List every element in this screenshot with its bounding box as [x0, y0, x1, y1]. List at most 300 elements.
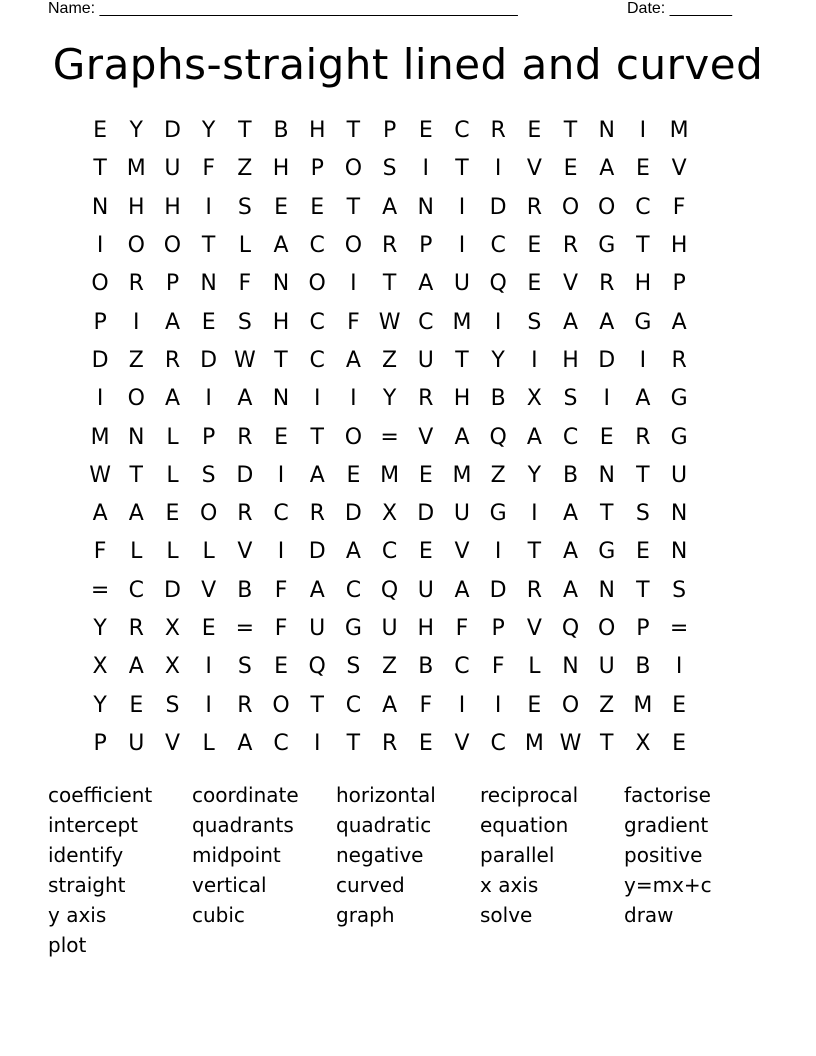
- grid-letter: A: [563, 501, 579, 527]
- grid-letter: H: [272, 309, 290, 335]
- word-bank-item: coordinate: [192, 783, 299, 807]
- grid-row: [82, 112, 734, 150]
- grid-row: [82, 189, 734, 227]
- grid-letter: D: [344, 501, 362, 527]
- grid-letter: P: [382, 118, 397, 144]
- grid-letter: Q: [380, 577, 399, 603]
- grid-letter: S: [165, 692, 180, 718]
- grid-letter: O: [344, 233, 363, 259]
- grid-letter: B: [273, 118, 289, 144]
- grid-letter: I: [675, 654, 683, 680]
- grid-letter: E: [129, 692, 144, 718]
- grid-letter: R: [237, 501, 253, 527]
- grid-letter: I: [313, 386, 321, 412]
- word-bank-item: quadratic: [336, 813, 432, 837]
- grid-letter: B: [418, 654, 434, 680]
- grid-letter: A: [418, 271, 434, 297]
- grid-letter: T: [201, 233, 216, 259]
- word-bank-item: gradient: [624, 813, 709, 837]
- grid-letter: N: [200, 271, 217, 297]
- grid-letter: S: [237, 194, 252, 220]
- grid-letter: Z: [382, 654, 398, 680]
- grid-letter: D: [489, 194, 507, 220]
- grid-letter: F: [455, 616, 469, 641]
- grid-letter: S: [527, 309, 542, 335]
- grid-letter: E: [165, 501, 180, 527]
- grid-letter: F: [93, 539, 107, 565]
- word-bank-item: factorise: [624, 783, 711, 807]
- grid-letter: T: [636, 462, 650, 488]
- grid-letter: O: [598, 616, 616, 641]
- grid-letter: T: [563, 118, 578, 144]
- page-title: Graphs-straight lined and curved: [52, 40, 764, 89]
- grid-letter: X: [164, 616, 180, 641]
- grid-letter: N: [417, 194, 435, 220]
- grid-letter: E: [635, 539, 650, 565]
- grid-letter: T: [636, 577, 650, 603]
- grid-letter: U: [671, 462, 688, 488]
- grid-letter: M: [669, 118, 689, 144]
- grid-letter: R: [671, 347, 687, 373]
- grid-letter: T: [382, 271, 397, 297]
- word-bank-item: coefficient: [48, 783, 153, 807]
- grid-letter: P: [419, 233, 433, 259]
- grid-letter: C: [454, 654, 470, 680]
- grid-letter: =: [235, 616, 255, 641]
- grid-letter: E: [418, 730, 433, 756]
- word-bank-item: horizontal: [336, 783, 436, 807]
- grid-letter: V: [526, 616, 542, 641]
- grid-letter: I: [639, 118, 647, 144]
- grid-letter: E: [418, 462, 433, 488]
- grid-letter: R: [562, 233, 579, 259]
- grid-letter: V: [418, 424, 434, 450]
- grid-letter: R: [128, 271, 144, 297]
- grid-row: [82, 265, 734, 303]
- grid-letter: Z: [490, 462, 506, 488]
- grid-letter: L: [166, 424, 179, 450]
- grid-letter: O: [598, 194, 616, 220]
- word-bank-item: equation: [480, 813, 569, 837]
- grid-letter: G: [598, 233, 616, 259]
- word-bank-item: draw: [624, 903, 674, 927]
- grid-letter: C: [454, 118, 470, 144]
- grid-letter: P: [202, 424, 216, 450]
- grid-letter: C: [273, 501, 289, 527]
- grid-letter: D: [489, 577, 507, 603]
- grid-row: [82, 572, 734, 610]
- name-line: Name: _______________________________________________: [48, 0, 518, 17]
- grid-letter: S: [346, 654, 361, 680]
- grid-letter: E: [635, 156, 650, 182]
- grid-letter: I: [205, 654, 212, 680]
- grid-letter: I: [531, 501, 538, 527]
- grid-letter: N: [128, 424, 145, 450]
- grid-row: [82, 342, 734, 380]
- grid-letter: N: [670, 501, 688, 527]
- grid-letter: =: [669, 616, 689, 641]
- grid-letter: V: [164, 730, 180, 756]
- grid-letter: H: [272, 156, 290, 182]
- grid-letter: E: [274, 654, 288, 680]
- grid-row: [82, 686, 734, 724]
- grid-letter: M: [126, 156, 146, 182]
- grid-letter: A: [635, 386, 651, 412]
- grid-letter: O: [272, 692, 290, 718]
- grid-letter: Y: [527, 462, 542, 488]
- grid-letter: E: [527, 271, 542, 297]
- grid-letter: C: [273, 730, 289, 756]
- grid-letter: E: [563, 156, 578, 182]
- grid-letter: I: [205, 194, 212, 220]
- grid-letter: E: [672, 692, 687, 718]
- grid-letter: T: [310, 692, 324, 718]
- grid-letter: M: [633, 692, 653, 718]
- grid-letter: A: [345, 347, 361, 373]
- grid-letter: A: [382, 194, 398, 220]
- grid-letter: R: [164, 347, 181, 373]
- grid-letter: A: [382, 692, 398, 718]
- word-bank-item: identify: [48, 843, 124, 867]
- grid-letter: E: [418, 539, 433, 565]
- grid-letter: C: [309, 233, 325, 259]
- grid-letter: H: [417, 616, 435, 641]
- grid-letter: O: [344, 156, 363, 182]
- grid-letter: E: [93, 118, 108, 144]
- grid-letter: A: [164, 386, 180, 412]
- grid-letter: Q: [561, 616, 580, 641]
- grid-letter: I: [96, 386, 104, 412]
- grid-letter: D: [200, 347, 218, 373]
- word-bank-item: cubic: [192, 903, 245, 927]
- grid-letter: T: [455, 156, 469, 182]
- grid-row: [82, 227, 734, 265]
- grid-letter: O: [561, 692, 580, 718]
- grid-letter: Z: [599, 692, 615, 718]
- grid-letter: H: [164, 194, 181, 220]
- grid-letter: Z: [382, 347, 398, 373]
- grid-letter: N: [272, 271, 290, 297]
- grid-letter: D: [91, 347, 109, 373]
- grid-letter: O: [127, 386, 145, 412]
- grid-letter: W: [89, 462, 111, 488]
- grid-letter: A: [128, 501, 144, 527]
- grid-row: [82, 457, 734, 495]
- grid-letter: F: [274, 577, 288, 603]
- grid-letter: Z: [128, 347, 144, 373]
- grid-letter: E: [527, 118, 542, 144]
- grid-letter: P: [165, 271, 180, 297]
- grid-letter: U: [164, 156, 181, 182]
- grid-letter: F: [347, 309, 360, 335]
- grid-letter: I: [494, 692, 502, 718]
- grid-letter: U: [453, 501, 471, 527]
- grid-letter: S: [201, 462, 216, 488]
- grid-letter: I: [531, 347, 538, 373]
- grid-letter: W: [378, 309, 401, 335]
- grid-letter: R: [599, 271, 615, 297]
- grid-letter: H: [308, 118, 326, 144]
- grid-letter: O: [199, 501, 218, 527]
- grid-letter: O: [344, 424, 363, 450]
- grid-letter: I: [458, 233, 466, 259]
- grid-letter: A: [454, 424, 470, 450]
- grid-letter: N: [562, 654, 579, 680]
- word-bank-item: vertical: [192, 873, 267, 897]
- grid-letter: N: [598, 577, 615, 603]
- grid-letter: C: [381, 539, 398, 565]
- grid-letter: C: [562, 424, 579, 450]
- grid-letter: Y: [201, 118, 216, 144]
- grid-letter: Q: [489, 271, 507, 297]
- grid-letter: N: [91, 194, 109, 220]
- grid-letter: E: [599, 424, 614, 450]
- grid-letter: F: [274, 616, 288, 641]
- grid-letter: Y: [93, 616, 107, 641]
- grid-letter: R: [237, 424, 253, 450]
- grid-letter: T: [129, 462, 143, 488]
- grid-letter: U: [381, 616, 398, 641]
- grid-letter: F: [491, 654, 505, 680]
- grid-letter: Z: [237, 156, 253, 182]
- grid-letter: H: [128, 194, 145, 220]
- grid-letter: U: [598, 654, 615, 680]
- grid-letter: N: [598, 462, 615, 488]
- grid-letter: A: [164, 309, 180, 335]
- grid-letter: B: [490, 386, 506, 412]
- grid-letter: H: [634, 271, 652, 297]
- word-bank-item: negative: [336, 843, 424, 867]
- grid-letter: V: [237, 539, 253, 565]
- grid-letter: I: [494, 539, 502, 565]
- grid-letter: D: [598, 347, 616, 373]
- grid-letter: S: [237, 309, 252, 335]
- grid-row: [82, 380, 734, 418]
- grid-letter: F: [672, 194, 686, 220]
- word-bank-item: graph: [336, 903, 395, 927]
- grid-letter: V: [454, 730, 470, 756]
- grid-letter: O: [561, 194, 580, 220]
- grid-letter: O: [91, 271, 109, 297]
- grid-letter: V: [671, 156, 687, 182]
- grid-letter: X: [526, 386, 542, 412]
- grid-letter: M: [524, 730, 544, 756]
- grid-letter: E: [418, 118, 433, 144]
- grid-letter: V: [454, 539, 470, 565]
- grid-letter: P: [672, 271, 686, 297]
- grid-letter: C: [309, 347, 325, 373]
- grid-letter: I: [133, 309, 140, 335]
- grid-letter: I: [350, 386, 357, 412]
- grid-letter: L: [202, 730, 215, 756]
- grid-letter: U: [309, 616, 326, 641]
- grid-letter: S: [672, 577, 687, 603]
- grid-letter: C: [490, 730, 506, 756]
- grid-letter: H: [670, 233, 688, 259]
- grid-letter: C: [418, 309, 434, 335]
- grid-letter: T: [599, 730, 614, 756]
- grid-letter: U: [417, 577, 434, 603]
- grid-letter: A: [671, 309, 687, 335]
- grid-letter: I: [494, 309, 502, 335]
- grid-letter: R: [635, 424, 651, 450]
- grid-letter: R: [237, 692, 253, 718]
- grid-letter: Q: [308, 654, 326, 680]
- word-bank-item: y axis: [48, 903, 107, 927]
- grid-letter: I: [639, 347, 647, 373]
- word-bank-item: x axis: [480, 873, 539, 897]
- grid-letter: A: [599, 156, 615, 182]
- grid-letter: E: [274, 194, 288, 220]
- word-bank-item: curved: [336, 873, 405, 897]
- grid-letter: O: [127, 233, 145, 259]
- grid-letter: Y: [93, 692, 107, 718]
- grid-letter: T: [599, 501, 614, 527]
- word-bank-item: plot: [48, 933, 87, 957]
- grid-letter: D: [236, 462, 254, 488]
- grid-letter: =: [380, 424, 399, 450]
- grid-row: [82, 610, 734, 648]
- grid-letter: T: [636, 233, 650, 259]
- grid-letter: P: [636, 616, 650, 641]
- grid-letter: T: [93, 156, 107, 182]
- grid-letter: L: [528, 654, 541, 680]
- grid-letter: W: [233, 347, 256, 373]
- word-bank-item: reciprocal: [480, 783, 579, 807]
- grid-letter: T: [527, 539, 542, 565]
- word-bank-item: y=mx+c: [624, 873, 712, 897]
- grid-letter: A: [563, 309, 579, 335]
- grid-row: [82, 303, 734, 341]
- grid-letter: E: [527, 692, 542, 718]
- grid-letter: R: [526, 194, 542, 220]
- grid-letter: R: [418, 386, 434, 412]
- grid-row: [82, 418, 734, 456]
- grid-letter: I: [494, 156, 502, 182]
- grid-letter: R: [526, 577, 542, 603]
- grid-letter: G: [670, 386, 688, 412]
- grid-letter: A: [273, 233, 289, 259]
- grid-letter: C: [309, 309, 325, 335]
- grid-letter: E: [527, 233, 542, 259]
- grid-letter: A: [563, 577, 579, 603]
- grid-letter: N: [598, 118, 615, 144]
- grid-letter: G: [670, 424, 688, 450]
- grid-letter: S: [237, 654, 252, 680]
- grid-letter: I: [277, 462, 285, 488]
- letter-grid: [82, 112, 734, 763]
- grid-letter: N: [670, 539, 688, 565]
- grid-row: [82, 495, 734, 533]
- grid-letter: C: [345, 692, 362, 718]
- grid-letter: L: [166, 539, 179, 565]
- grid-letter: U: [128, 730, 145, 756]
- grid-letter: U: [453, 271, 471, 297]
- grid-letter: V: [563, 271, 579, 297]
- word-bank-item: midpoint: [192, 843, 281, 867]
- grid-letter: D: [163, 577, 181, 603]
- grid-letter: A: [309, 577, 325, 603]
- grid-letter: D: [417, 501, 435, 527]
- grid-letter: A: [309, 462, 325, 488]
- grid-letter: Y: [382, 386, 397, 412]
- grid-letter: W: [559, 730, 582, 756]
- grid-letter: E: [672, 730, 687, 756]
- grid-letter: B: [635, 654, 651, 680]
- grid-row: [82, 648, 734, 686]
- grid-letter: D: [308, 539, 326, 565]
- grid-letter: O: [163, 233, 182, 259]
- grid-letter: H: [562, 347, 579, 373]
- grid-letter: P: [310, 156, 324, 182]
- grid-letter: A: [237, 730, 253, 756]
- grid-letter: U: [417, 347, 434, 373]
- grid-letter: F: [202, 156, 215, 182]
- word-bank-item: quadrants: [192, 813, 294, 837]
- grid-letter: H: [453, 386, 471, 412]
- grid-letter: A: [237, 386, 253, 412]
- grid-row: [82, 150, 734, 188]
- grid-letter: B: [237, 577, 253, 603]
- grid-letter: I: [205, 386, 212, 412]
- word-bank-item: parallel: [480, 843, 555, 867]
- grid-letter: A: [526, 424, 542, 450]
- grid-letter: M: [380, 462, 400, 488]
- grid-letter: T: [310, 424, 324, 450]
- grid-letter: E: [201, 309, 216, 335]
- grid-letter: I: [458, 692, 466, 718]
- grid-letter: A: [599, 309, 615, 335]
- grid-letter: B: [562, 462, 579, 488]
- grid-letter: R: [381, 233, 398, 259]
- grid-letter: X: [382, 501, 398, 527]
- grid-letter: R: [490, 118, 506, 144]
- grid-letter: I: [277, 539, 285, 565]
- grid-letter: I: [205, 692, 212, 718]
- grid-letter: E: [274, 424, 288, 450]
- grid-letter: O: [308, 271, 326, 297]
- grid-letter: N: [272, 386, 290, 412]
- grid-letter: S: [382, 156, 397, 182]
- grid-letter: X: [635, 730, 651, 756]
- grid-letter: L: [130, 539, 143, 565]
- grid-letter: L: [202, 539, 215, 565]
- grid-letter: C: [345, 577, 362, 603]
- grid-letter: Y: [491, 347, 505, 373]
- grid-letter: T: [346, 194, 361, 220]
- grid-letter: V: [526, 156, 542, 182]
- grid-letter: X: [92, 654, 108, 680]
- grid-letter: E: [201, 616, 216, 641]
- grid-letter: G: [344, 616, 362, 641]
- grid-letter: E: [346, 462, 361, 488]
- grid-row: [82, 725, 734, 763]
- grid-row: [82, 533, 734, 571]
- grid-letter: =: [90, 577, 110, 603]
- grid-letter: Q: [489, 424, 507, 450]
- word-bank: [48, 780, 768, 960]
- grid-letter: L: [238, 233, 251, 259]
- grid-letter: T: [455, 347, 469, 373]
- grid-letter: C: [635, 194, 651, 220]
- grid-letter: A: [92, 501, 108, 527]
- grid-letter: I: [96, 233, 104, 259]
- grid-letter: P: [491, 616, 505, 641]
- grid-letter: I: [350, 271, 357, 297]
- grid-letter: I: [458, 194, 466, 220]
- word-bank-item: positive: [624, 843, 703, 867]
- grid-letter: G: [489, 501, 507, 527]
